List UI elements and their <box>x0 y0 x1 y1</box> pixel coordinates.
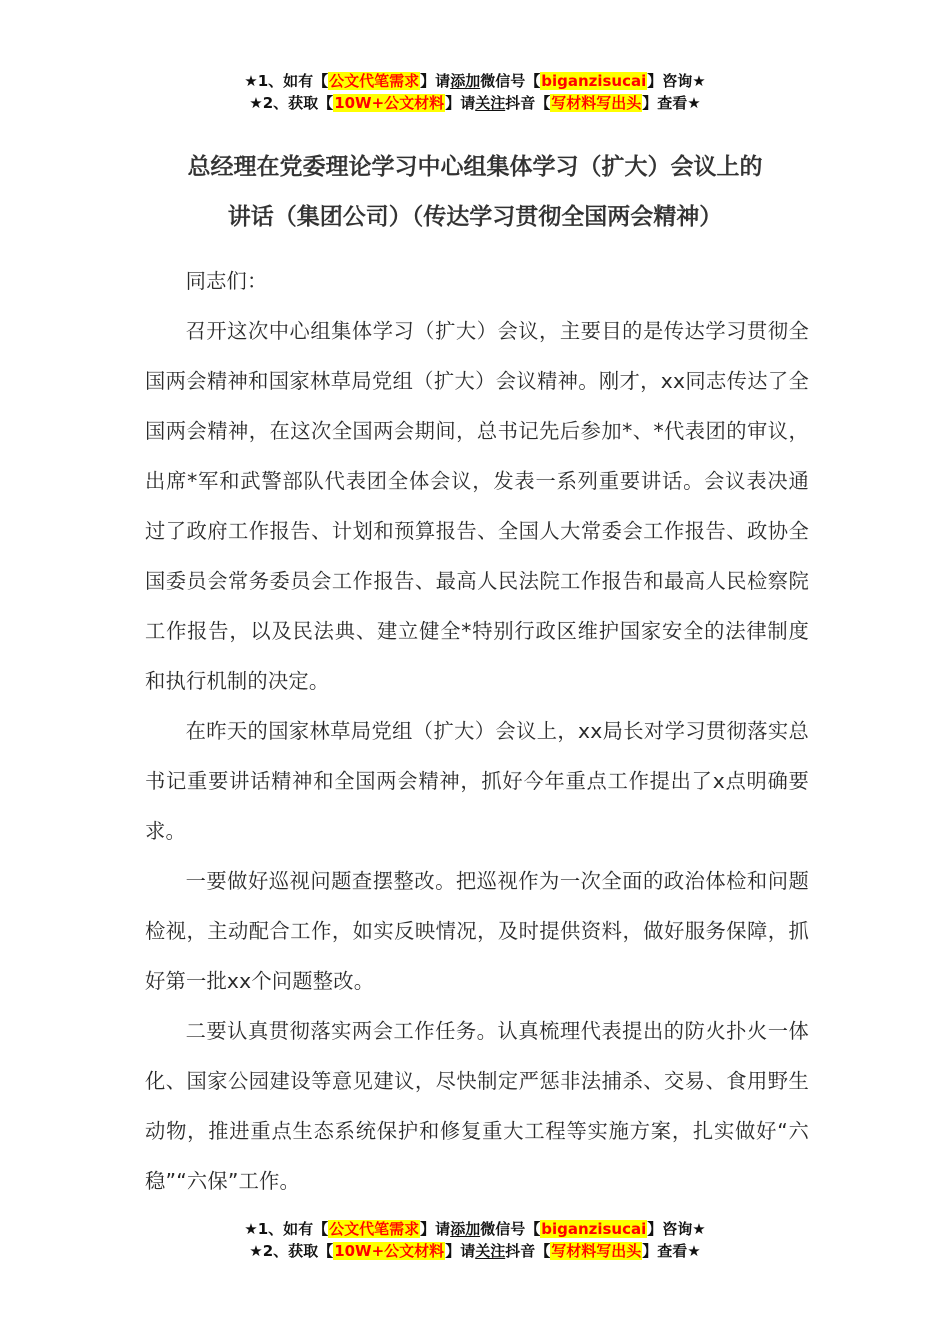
promo-highlight: 10W+公文材料 <box>334 1242 445 1260</box>
promo-text: 】咨询★ <box>647 1220 706 1238</box>
promo-text: 】请 <box>420 72 451 90</box>
paragraph-1: 召开这次中心组集体学习（扩大）会议，主要目的是传达学习贯彻全国两会精神和国家林草局党组（扩大）会议精神。刚才，xx同志传达了全国两会精神，在这次全国两会期间，总书记先后参加*、*代表团的审议，出席*军和武警部队代表团全体会议，发表一系列重要讲话。会议表决通过了政府工作报告、计划和预算报告、全国人大常委会工作报告、政协全国委员会常务委员会工作报告、最高人民法院工作报告和最高人民检察院工作报告，以及民法典、建立健全*特别行政区维护国家安全的法律制度和执行机制的决定。 <box>145 319 809 693</box>
promo-text: 】查看★ <box>642 1242 701 1260</box>
title-line-2: 讲话（集团公司）（传达学习贯彻全国两会精神） <box>227 204 723 230</box>
promo-text: 】请 <box>445 1242 476 1260</box>
promo-text: 抖音【 <box>505 94 551 112</box>
promo-text: 】查看★ <box>642 94 701 112</box>
promo-text: ★1、如有【 <box>244 72 329 90</box>
promo-underline: 关注 <box>475 1242 506 1260</box>
promo-douyin-id: 写材料写出头 <box>551 1242 642 1260</box>
promo-wechat-id: biganzisucai <box>541 1220 647 1238</box>
paragraph-3: 一要做好巡视问题查摆整改。把巡视作为一次全面的政治体检和问题检视，主动配合工作，如实反映情况，及时提供资料，做好服务保障，抓好第一批xx个问题整改。 <box>145 869 809 993</box>
promo-text: ★2、获取【 <box>249 1242 334 1260</box>
promo-banner-bottom <box>0 1218 950 1262</box>
promo-line-1 <box>0 1218 950 1240</box>
promo-highlight: 公文代笔需求 <box>329 1220 420 1238</box>
promo-text: 微信号【 <box>480 1220 541 1238</box>
promo-douyin-id: 写材料写出头 <box>551 94 642 112</box>
promo-highlight: 公文代笔需求 <box>329 72 420 90</box>
paragraph-4: 二要认真贯彻落实两会工作任务。认真梳理代表提出的防火扑火一体化、国家公园建设等意见建议，尽快制定严惩非法捕杀、交易、食用野生动物，推进重点生态系统保护和修复重大工程等实施方案，扎实做好“六稳”“六保”工作。 <box>145 1019 809 1193</box>
promo-text: 微信号【 <box>480 72 541 90</box>
document-body <box>145 256 809 1206</box>
document-title <box>0 142 950 242</box>
promo-text: ★1、如有【 <box>244 1220 329 1238</box>
title-line-1: 总经理在党委理论学习中心组集体学习（扩大）会议上的 <box>187 154 763 180</box>
promo-text: 】请 <box>445 94 476 112</box>
promo-underline: 添加 <box>450 1220 481 1238</box>
promo-banner-top <box>0 70 950 114</box>
promo-wechat-id: biganzisucai <box>541 72 647 90</box>
promo-line-2 <box>0 1240 950 1262</box>
promo-underline: 添加 <box>450 72 481 90</box>
promo-text: 】请 <box>420 1220 451 1238</box>
promo-underline: 关注 <box>475 94 506 112</box>
promo-text: ★2、获取【 <box>249 94 334 112</box>
promo-line-2 <box>0 92 950 114</box>
promo-text: 】咨询★ <box>647 72 706 90</box>
paragraph-2: 在昨天的国家林草局党组（扩大）会议上，xx局长对学习贯彻落实总书记重要讲话精神和全国两会精神，抓好今年重点工作提出了x点明确要求。 <box>145 719 809 843</box>
promo-highlight: 10W+公文材料 <box>334 94 445 112</box>
promo-line-1 <box>0 70 950 92</box>
salutation: 同志们： <box>185 269 268 293</box>
promo-text: 抖音【 <box>505 1242 551 1260</box>
